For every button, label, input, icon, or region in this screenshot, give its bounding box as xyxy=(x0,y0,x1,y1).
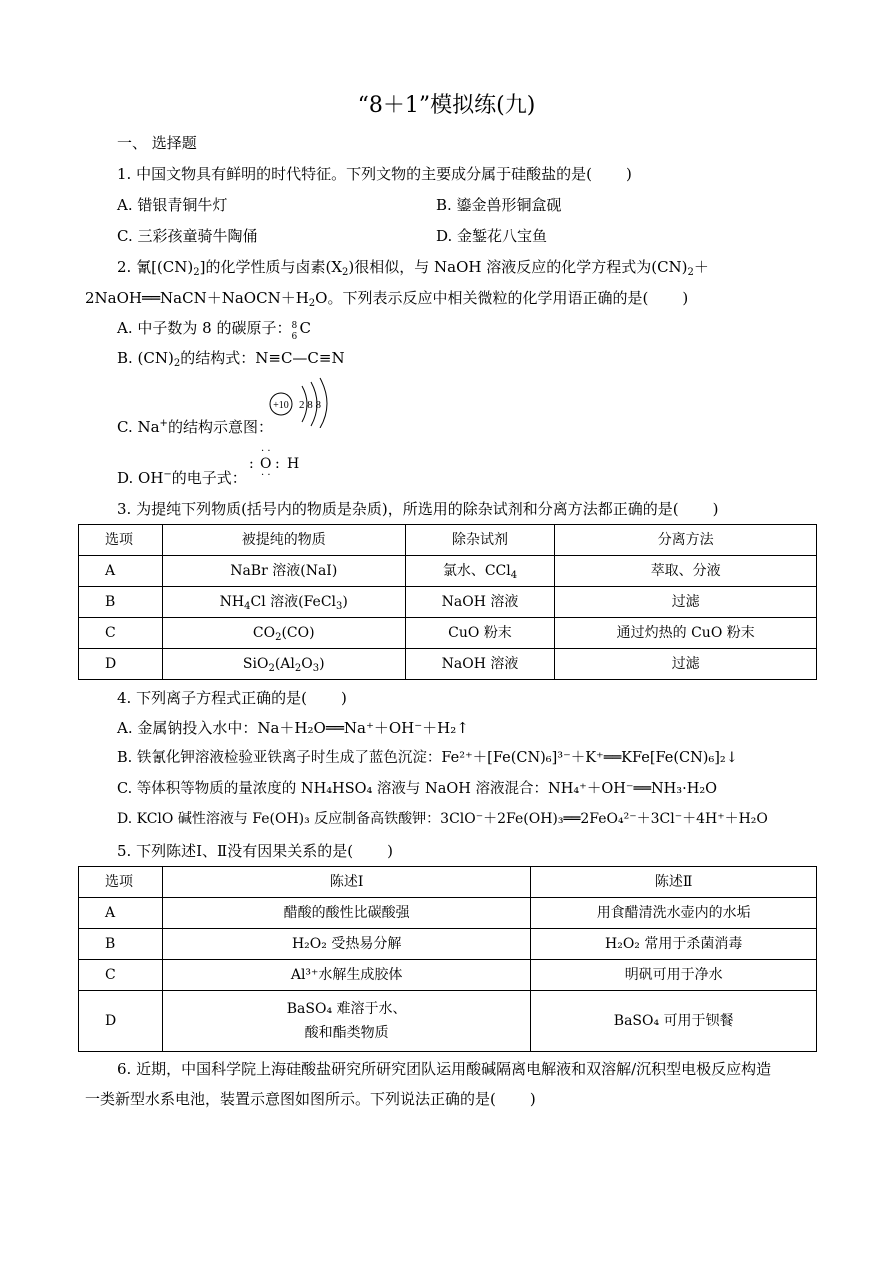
table-row: A NaBr 溶液(NaI) 氯水、CCl$_4$ 萃取、分液 xyxy=(79,556,817,587)
table-row: C $CO_2(CO)$ CuO 粉末 通过灼热的 CuO 粉末 xyxy=(79,618,817,649)
table-row: D BaSO₄ 难溶于水、 酸和酯类物质 BaSO₄ 可用于钡餐 xyxy=(79,991,817,1052)
question-2-option-c: C. Na+的结构示意图： xyxy=(117,418,273,436)
nucleus-charge: +10 xyxy=(273,400,289,411)
question-4-option-c: C. 等体积等物质的量浓度的 NH₄HSO₄ 溶液与 NaOH 溶液混合：NH₄⁺＋OH⁻══NH₃·H₂O xyxy=(117,781,718,797)
question-4-option-b: B. 铁氰化钾溶液检验亚铁离子时生成了蓝色沉淀：Fe²⁺＋[Fe(CN)₆]³⁻＋K⁺══KFe[Fe(CN)₆]₂↓ xyxy=(117,750,738,766)
electron-shells: 2 8 8 xyxy=(299,399,321,411)
table-row: A 醋酸的酸性比碳酸强 用食醋清洗水壶内的水垢 xyxy=(79,898,817,929)
sodium-ion-structure-diagram xyxy=(268,376,338,428)
question-1-option-b: B. 鎏金兽形铜盒砚 xyxy=(436,196,562,214)
question-1-option-d: D. 金錾花八宝鱼 xyxy=(436,227,548,245)
table-row: D $SiO_2(Al_2O_3)$ NaOH 溶液 过滤 xyxy=(79,649,817,680)
question-2-stem-line-2: $2NaOH══NaCN+NaOCN+H_2O$。下列表示反应中相关微粒的化学用语正确的是( ) xyxy=(85,289,689,309)
question-5-table xyxy=(78,866,817,1052)
question-3-table xyxy=(78,524,817,680)
section-heading: 一、 选择题 xyxy=(117,134,197,152)
table-row: B $NH_4Cl$ 溶液(FeCl$_3$) NaOH 溶液 过滤 xyxy=(79,587,817,618)
question-2-option-d: D. OH−的电子式： xyxy=(117,469,247,487)
question-2-option-b: B. $(CN)_2$的结构式：N≡C—C≡N xyxy=(117,349,345,369)
question-1-option-c: C. 三彩孩童骑牛陶俑 xyxy=(117,227,258,245)
table-header-row: 选项 陈述Ⅰ 陈述Ⅱ xyxy=(79,867,817,898)
question-2-option-a: A. 中子数为 8 的碳原子： 8 6 C xyxy=(117,319,311,342)
question-4-stem: 4. 下列离子方程式正确的是( ) xyxy=(117,689,347,707)
question-5-stem: 5. 下列陈述Ⅰ、Ⅱ没有因果关系的是( ) xyxy=(117,842,393,860)
table-row: C Al³⁺水解生成胶体 明矾可用于净水 xyxy=(79,960,817,991)
question-2-stem-line-1: 2. 氰$[(CN)_2]$的化学性质与卤素$(X_2)$很相似，与 NaOH 溶液反应的化学方程式为$(CN)_2+$ xyxy=(117,258,709,278)
question-4-option-a: A. 金属钠投入水中：Na＋H₂O══Na⁺＋OH⁻＋H₂↑ xyxy=(117,719,469,737)
question-4-option-d: D. KClO 碱性溶液与 Fe(OH)₃ 反应制备高铁酸钾：3ClO⁻＋2Fe(OH)₃══2FeO₄²⁻＋3Cl⁻＋4H⁺＋H₂O xyxy=(117,811,768,827)
question-6-stem-line-1: 6. 近期，中国科学院上海硅酸盐研究所研究团队运用酸碱隔离电解液和双溶解/沉积型电极反应构造 xyxy=(117,1060,772,1078)
question-1-option-a: A. 错银青铜牛灯 xyxy=(117,196,228,214)
hydroxide-electron-formula: · · : O : H · · xyxy=(249,446,300,481)
page-title: “8＋1”模拟练(九) xyxy=(357,93,536,118)
question-3-stem: 3. 为提纯下列物质(括号内的物质是杂质)，所选用的除杂试剂和分离方法都正确的是( ) xyxy=(117,500,719,518)
question-6-stem-line-2: 一类新型水系电池，装置示意图如图所示。下列说法正确的是( ) xyxy=(85,1090,536,1108)
question-1-stem: 1. 中国文物具有鲜明的时代特征。下列文物的主要成分属于硅酸盐的是( ) xyxy=(117,165,632,183)
table-header-row: 选项 被提纯的物质 除杂试剂 分离方法 xyxy=(79,525,817,556)
table-row: B H₂O₂ 受热易分解 H₂O₂ 常用于杀菌消毒 xyxy=(79,929,817,960)
